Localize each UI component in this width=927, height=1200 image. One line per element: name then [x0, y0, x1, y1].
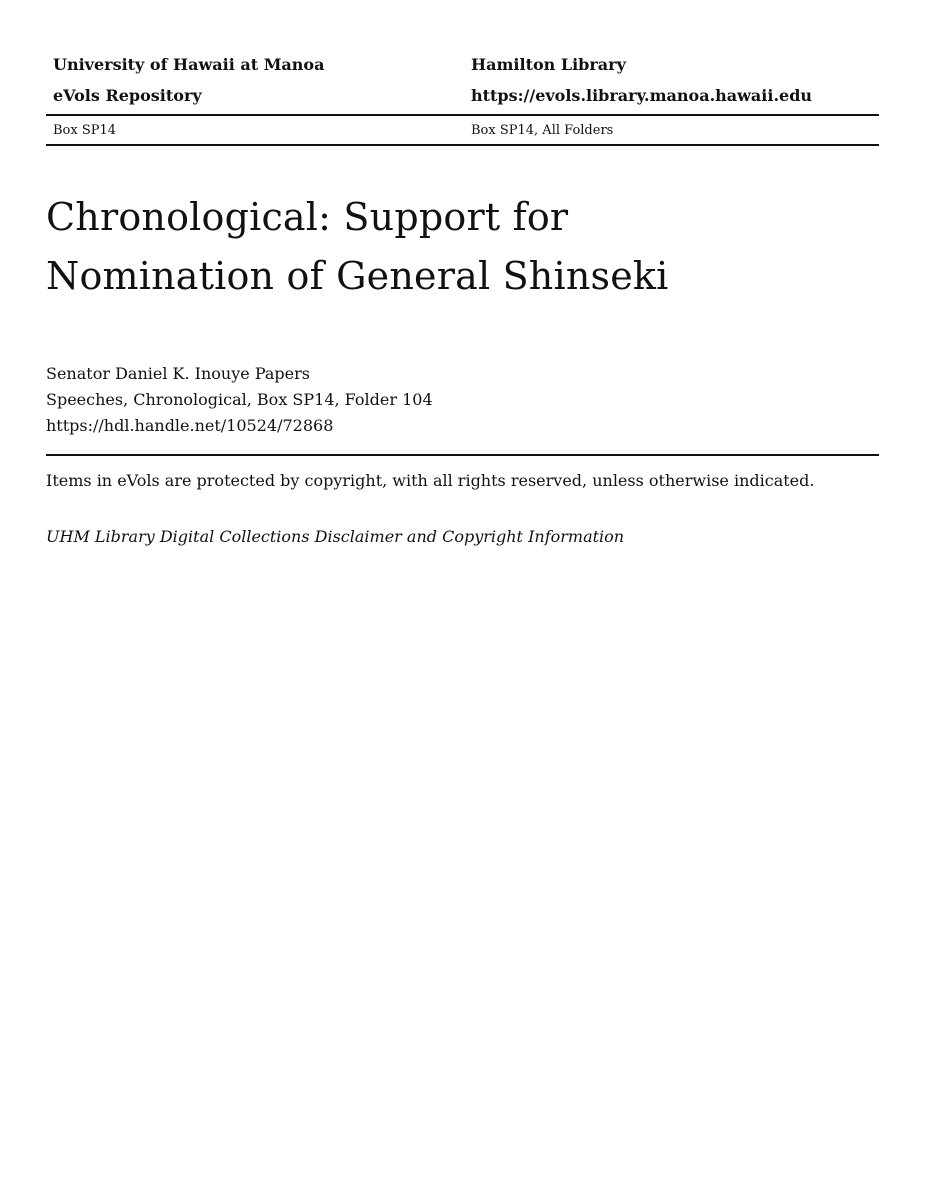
- document-metadata: [46, 361, 879, 439]
- header-table: [46, 52, 879, 146]
- institution-name: University of Hawaii at Manoa: [53, 55, 325, 74]
- box-label: Box SP14: [53, 123, 117, 138]
- repository-url-link[interactable]: https://evols.library.manoa.hawaii.edu: [471, 86, 813, 105]
- handle-link[interactable]: https://hdl.handle.net/10524/72868: [46, 416, 334, 435]
- title-line-2: Nomination of General Shinseki: [46, 254, 669, 298]
- section-divider: [46, 454, 879, 456]
- library-name: Hamilton Library: [471, 55, 626, 74]
- document-title: [46, 188, 879, 306]
- header-row-1: [46, 52, 879, 83]
- copyright-notice: Items in eVols are protected by copyright, with all rights reserved, unless otherwise indicated.: [46, 471, 815, 490]
- folder-location: Speeches, Chronological, Box SP14, Folder 104: [46, 390, 433, 409]
- header-row-2: [46, 83, 879, 114]
- title-line-1: Chronological: Support for: [46, 195, 569, 239]
- header-row-3: [46, 116, 879, 144]
- disclaimer-link[interactable]: UHM Library Digital Collections Disclaimer and Copyright Information: [46, 527, 625, 546]
- box-folders-label: Box SP14, All Folders: [471, 123, 614, 138]
- repository-name: eVols Repository: [53, 86, 202, 105]
- header-rule-bottom: [46, 144, 879, 146]
- collection-name: Senator Daniel K. Inouye Papers: [46, 364, 310, 383]
